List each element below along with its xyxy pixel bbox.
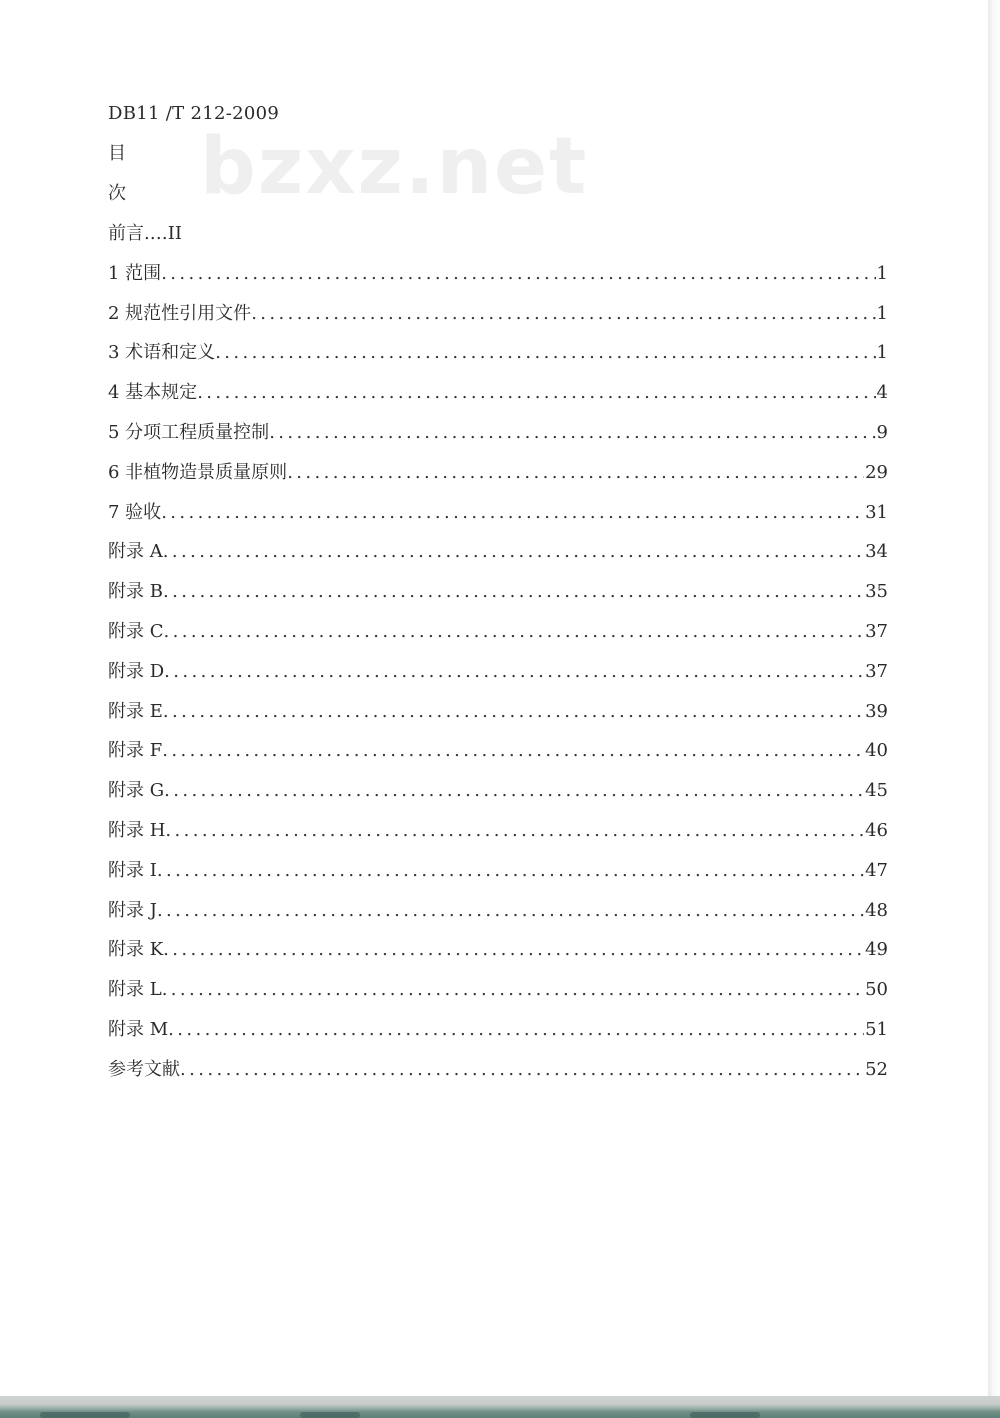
toc-entry-page: 50 bbox=[865, 979, 888, 1001]
toc-dot-leader bbox=[163, 938, 864, 962]
background-blotch bbox=[300, 1412, 360, 1418]
toc-entry-page: 48 bbox=[865, 899, 888, 921]
toc-entry-label: 7 验收 bbox=[108, 501, 162, 523]
toc-entry-label: 2 规范性引用文件 bbox=[108, 302, 252, 324]
toc-entry bbox=[108, 421, 888, 461]
toc-dot-leader bbox=[180, 1058, 864, 1082]
toc-entry-page: 49 bbox=[865, 939, 888, 961]
toc-dot-leader bbox=[287, 461, 864, 485]
toc-entry bbox=[108, 461, 888, 501]
toc-entry bbox=[108, 501, 888, 541]
toc-entry bbox=[108, 620, 888, 660]
toc-dot-leader bbox=[161, 262, 875, 286]
toc-entry-label: 附录 M bbox=[108, 1018, 169, 1040]
toc-entry-page: 52 bbox=[865, 1058, 888, 1080]
toc-entry bbox=[108, 1018, 888, 1058]
toc-entry-label: 附录 C bbox=[108, 620, 164, 642]
toc-entry-label: 附录 I bbox=[108, 859, 157, 881]
toc-entry-label: 5 分项工程质量控制 bbox=[108, 421, 270, 443]
toc-entry-page: 51 bbox=[865, 1018, 888, 1040]
toc-dot-leader bbox=[163, 580, 864, 604]
toc-entry bbox=[108, 739, 888, 779]
toc-entry-label: 4 基本规定 bbox=[108, 382, 198, 404]
background-blotch bbox=[690, 1412, 760, 1418]
background-blotch bbox=[40, 1412, 130, 1418]
toc-entry bbox=[108, 1058, 888, 1098]
toc-entry-page: 4 bbox=[876, 382, 888, 404]
toc-dot-leader bbox=[157, 899, 864, 923]
toc-entry bbox=[108, 779, 888, 819]
toc-entry-label: 参考文献 bbox=[108, 1058, 180, 1080]
toc-entry bbox=[108, 341, 888, 381]
toc-dot-leader bbox=[215, 341, 875, 365]
viewer-bottom-strip bbox=[0, 1396, 1000, 1418]
toc-entry-page: 47 bbox=[865, 859, 888, 881]
toc-entry-page: 46 bbox=[865, 819, 888, 841]
toc-entry bbox=[108, 700, 888, 740]
toc-dot-leader bbox=[164, 620, 865, 644]
toc-entry bbox=[108, 938, 888, 978]
toc-entry bbox=[108, 660, 888, 700]
toc-entry-page: 31 bbox=[865, 501, 888, 523]
toc-entry bbox=[108, 978, 888, 1018]
toc-entry-page: 45 bbox=[865, 780, 888, 802]
toc-entry bbox=[108, 381, 888, 421]
toc-entry-label: 附录 J bbox=[108, 899, 157, 921]
document-code: DB11 /T 212-2009 bbox=[108, 103, 280, 124]
toc-dot-leader bbox=[168, 1018, 864, 1042]
page-edge-shadow bbox=[988, 0, 1000, 1396]
toc-dot-leader bbox=[269, 421, 875, 445]
toc-dot-leader bbox=[165, 819, 864, 843]
toc-dot-leader bbox=[251, 302, 875, 326]
toc-entry-page: 1 bbox=[876, 262, 888, 284]
toc-dot-leader bbox=[164, 779, 864, 803]
toc-dot-leader bbox=[162, 739, 864, 763]
toc-entry bbox=[108, 262, 888, 302]
watermark: bzxz.net bbox=[200, 122, 589, 212]
toc-heading-line1: 目 bbox=[108, 143, 126, 164]
toc-entry-label: 附录 K bbox=[108, 939, 164, 961]
toc-entry-label: 附录 D bbox=[108, 660, 165, 682]
toc-entry-page: 39 bbox=[865, 700, 888, 722]
toc-heading-line2: 次 bbox=[108, 183, 126, 204]
toc-entry bbox=[108, 580, 888, 620]
toc-entry-label: 附录 E bbox=[108, 700, 163, 722]
toc-entry bbox=[108, 222, 888, 262]
toc-entry-page: 37 bbox=[865, 620, 888, 642]
toc-entry-page: 35 bbox=[865, 581, 888, 603]
toc-entry-page: 37 bbox=[865, 660, 888, 682]
toc-entry-label: 前言.…II bbox=[108, 223, 182, 244]
toc-dot-leader bbox=[157, 859, 864, 883]
toc-entry-label: 附录 H bbox=[108, 819, 166, 841]
table-of-contents bbox=[108, 222, 888, 1098]
toc-entry-label: 附录 L bbox=[108, 979, 162, 1001]
toc-entry-label: 1 范围 bbox=[108, 262, 162, 284]
toc-dot-leader bbox=[161, 501, 864, 525]
toc-entry-label: 附录 G bbox=[108, 780, 165, 802]
toc-entry-label: 附录 A bbox=[108, 541, 163, 563]
toc-entry-label: 附录 B bbox=[108, 581, 163, 603]
toc-dot-leader bbox=[163, 540, 864, 564]
toc-entry-page: 34 bbox=[865, 541, 888, 563]
toc-entry bbox=[108, 540, 888, 580]
toc-dot-leader bbox=[197, 381, 875, 405]
toc-entry-label: 6 非植物造景质量原则 bbox=[108, 461, 288, 483]
toc-dot-leader bbox=[164, 660, 864, 684]
toc-entry bbox=[108, 859, 888, 899]
toc-entry bbox=[108, 899, 888, 939]
toc-entry-page: 40 bbox=[865, 740, 888, 762]
toc-entry-label: 附录 F bbox=[108, 740, 163, 762]
toc-entry-page: 1 bbox=[876, 342, 888, 364]
toc-entry-page: 1 bbox=[876, 302, 888, 324]
toc-entry bbox=[108, 302, 888, 342]
toc-dot-leader bbox=[162, 978, 864, 1002]
toc-entry-page: 9 bbox=[876, 421, 888, 443]
toc-dot-leader bbox=[163, 700, 864, 724]
toc-entry bbox=[108, 819, 888, 859]
toc-entry-page: 29 bbox=[865, 461, 888, 483]
toc-entry-label: 3 术语和定义 bbox=[108, 342, 216, 364]
